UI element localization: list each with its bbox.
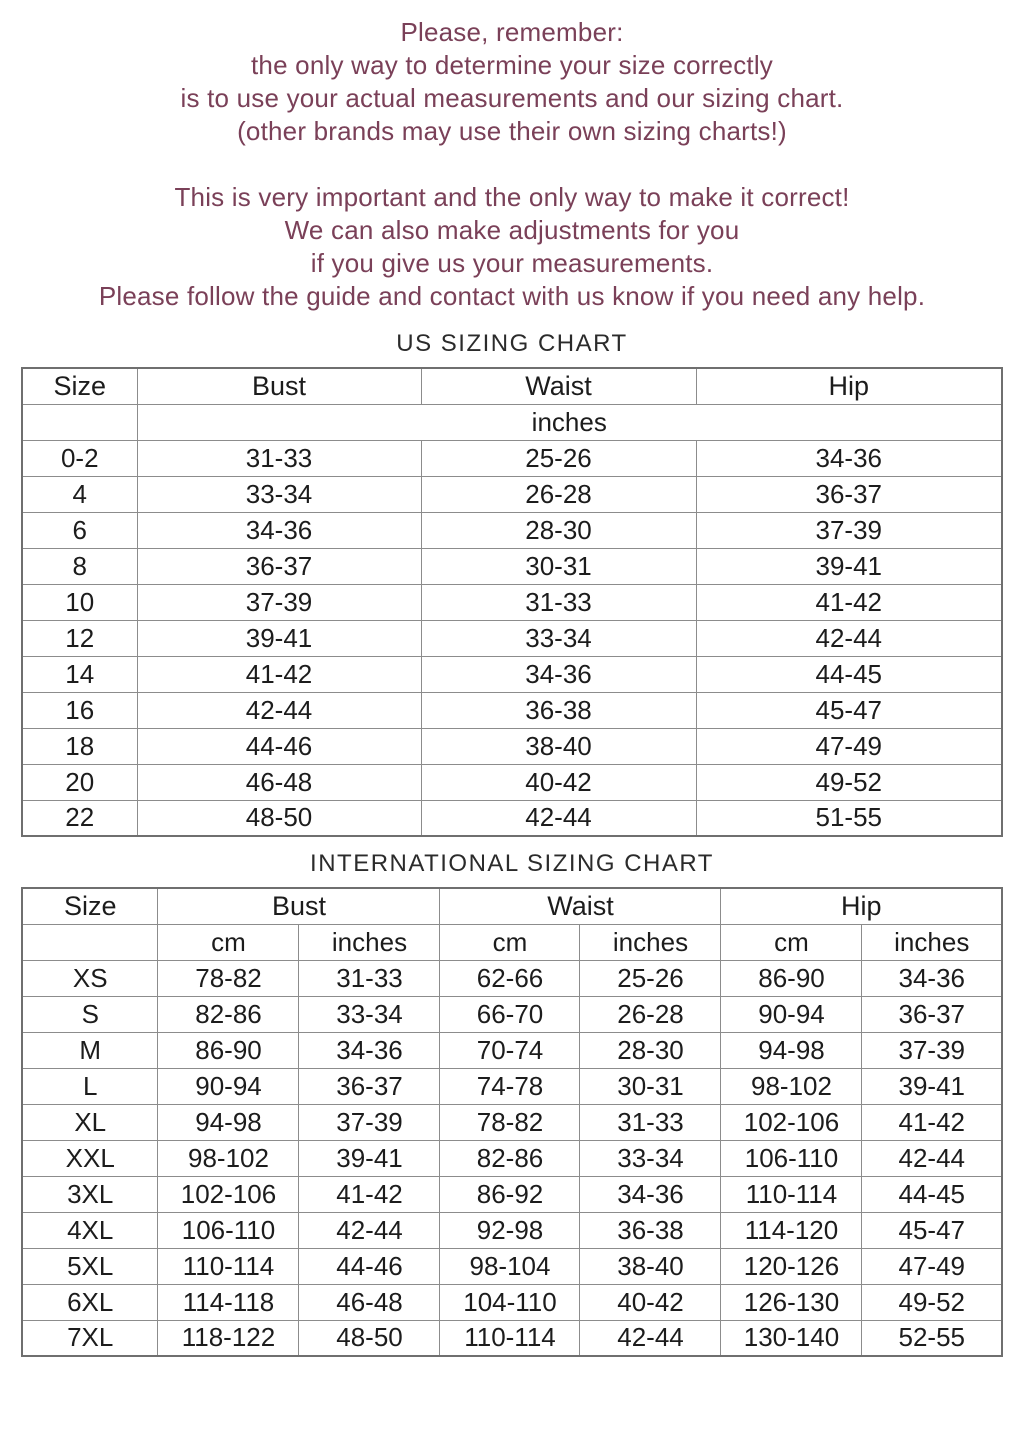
- unit-label-cell: inches: [862, 924, 1002, 960]
- size-cell: 5XL: [22, 1248, 158, 1284]
- value-cell: 38-40: [580, 1248, 721, 1284]
- value-cell: 114-120: [721, 1212, 862, 1248]
- column-header-bust: Bust: [158, 888, 440, 924]
- value-cell: 40-42: [421, 764, 696, 800]
- intl-chart-title: INTERNATIONAL SIZING CHART: [310, 850, 714, 877]
- column-header-hip: Hip: [696, 368, 1002, 404]
- value-cell: 98-102: [721, 1068, 862, 1104]
- table-row: [22, 1248, 1002, 1284]
- value-cell: 40-42: [580, 1284, 721, 1320]
- size-cell: 22: [22, 800, 137, 836]
- intro-line: Please follow the guide and contact with us know if you need any help.: [98, 281, 926, 311]
- size-cell: 4XL: [22, 1212, 158, 1248]
- column-header-hip: Hip: [721, 888, 1002, 924]
- value-cell: 94-98: [721, 1032, 862, 1068]
- table-row: [22, 512, 1002, 548]
- table-row: [22, 1140, 1002, 1176]
- value-cell: 98-102: [158, 1140, 299, 1176]
- unit-label-cell: cm: [158, 924, 299, 960]
- unit-label-cell: inches: [580, 924, 721, 960]
- intro-line: (other brands may use their own sizing charts!): [237, 116, 787, 146]
- value-cell: 98-104: [440, 1248, 580, 1284]
- size-cell: 6XL: [22, 1284, 158, 1320]
- size-cell: 20: [22, 764, 137, 800]
- value-cell: 26-28: [421, 476, 696, 512]
- column-header-waist: Waist: [440, 888, 721, 924]
- intro-line: We can also make adjustments for you: [284, 215, 740, 245]
- value-cell: 34-36: [580, 1176, 721, 1212]
- table-row: [22, 800, 1002, 836]
- value-cell: 33-34: [421, 620, 696, 656]
- size-cell: 14: [22, 656, 137, 692]
- intl-unit-row: [22, 924, 1002, 960]
- table-row: [22, 1320, 1002, 1356]
- value-cell: 44-46: [137, 728, 421, 764]
- value-cell: 28-30: [421, 512, 696, 548]
- intro-line: is to use your actual measurements and our sizing chart.: [180, 83, 844, 113]
- value-cell: 52-55: [862, 1320, 1002, 1356]
- value-cell: 39-41: [862, 1068, 1002, 1104]
- table-row: [22, 548, 1002, 584]
- us-sizing-table: [21, 367, 1003, 837]
- intl-table-body: [22, 960, 1002, 1356]
- value-cell: 70-74: [440, 1032, 580, 1068]
- unit-label-cell: cm: [440, 924, 580, 960]
- value-cell: 37-39: [299, 1104, 440, 1140]
- value-cell: 114-118: [158, 1284, 299, 1320]
- value-cell: 126-130: [721, 1284, 862, 1320]
- size-cell: 4: [22, 476, 137, 512]
- unit-label-cell: cm: [721, 924, 862, 960]
- table-row: [22, 1212, 1002, 1248]
- value-cell: 45-47: [696, 692, 1002, 728]
- value-cell: 62-66: [440, 960, 580, 996]
- value-cell: 38-40: [421, 728, 696, 764]
- intro-line: This is very important and the only way to make it correct!: [174, 182, 850, 212]
- table-row: [22, 584, 1002, 620]
- us-table-body: [22, 440, 1002, 836]
- value-cell: 41-42: [696, 584, 1002, 620]
- value-cell: 90-94: [158, 1068, 299, 1104]
- table-row: [22, 656, 1002, 692]
- value-cell: 26-28: [580, 996, 721, 1032]
- value-cell: 37-39: [696, 512, 1002, 548]
- size-cell: 10: [22, 584, 137, 620]
- value-cell: 42-44: [862, 1140, 1002, 1176]
- table-row: [22, 476, 1002, 512]
- value-cell: 31-33: [299, 960, 440, 996]
- value-cell: 47-49: [862, 1248, 1002, 1284]
- intro-line: if you give us your measurements.: [310, 248, 714, 278]
- us-header-row: [22, 368, 1002, 404]
- value-cell: 25-26: [580, 960, 721, 996]
- value-cell: 44-45: [696, 656, 1002, 692]
- value-cell: 31-33: [421, 584, 696, 620]
- value-cell: 34-36: [421, 656, 696, 692]
- table-row: [22, 1032, 1002, 1068]
- value-cell: 25-26: [421, 440, 696, 476]
- value-cell: 45-47: [862, 1212, 1002, 1248]
- value-cell: 66-70: [440, 996, 580, 1032]
- value-cell: 110-114: [440, 1320, 580, 1356]
- empty-cell: [22, 404, 137, 440]
- table-row: [22, 1284, 1002, 1320]
- value-cell: 110-114: [158, 1248, 299, 1284]
- table-row: [22, 1176, 1002, 1212]
- value-cell: 30-31: [580, 1068, 721, 1104]
- empty-cell: [22, 924, 158, 960]
- value-cell: 31-33: [137, 440, 421, 476]
- intl-header-row: [22, 888, 1002, 924]
- value-cell: 110-114: [721, 1176, 862, 1212]
- size-cell: L: [22, 1068, 158, 1104]
- value-cell: 42-44: [137, 692, 421, 728]
- value-cell: 78-82: [158, 960, 299, 996]
- table-row: [22, 440, 1002, 476]
- intro-paragraph-2: [0, 181, 1024, 313]
- value-cell: 39-41: [299, 1140, 440, 1176]
- column-header-waist: Waist: [421, 368, 696, 404]
- size-cell: 0-2: [22, 440, 137, 476]
- value-cell: 118-122: [158, 1320, 299, 1356]
- value-cell: 102-106: [158, 1176, 299, 1212]
- value-cell: 94-98: [158, 1104, 299, 1140]
- size-cell: S: [22, 996, 158, 1032]
- value-cell: 44-45: [862, 1176, 1002, 1212]
- value-cell: 104-110: [440, 1284, 580, 1320]
- column-header-size: Size: [22, 888, 158, 924]
- value-cell: 36-38: [580, 1212, 721, 1248]
- value-cell: 46-48: [137, 764, 421, 800]
- value-cell: 37-39: [137, 584, 421, 620]
- value-cell: 41-42: [862, 1104, 1002, 1140]
- value-cell: 47-49: [696, 728, 1002, 764]
- size-cell: 6: [22, 512, 137, 548]
- value-cell: 30-31: [421, 548, 696, 584]
- value-cell: 78-82: [440, 1104, 580, 1140]
- value-cell: 37-39: [862, 1032, 1002, 1068]
- size-cell: XXL: [22, 1140, 158, 1176]
- value-cell: 33-34: [299, 996, 440, 1032]
- unit-label-cell: inches: [299, 924, 440, 960]
- value-cell: 92-98: [440, 1212, 580, 1248]
- column-header-size: Size: [22, 368, 137, 404]
- value-cell: 90-94: [721, 996, 862, 1032]
- value-cell: 42-44: [299, 1212, 440, 1248]
- size-cell: 16: [22, 692, 137, 728]
- value-cell: 41-42: [137, 656, 421, 692]
- value-cell: 39-41: [696, 548, 1002, 584]
- unit-label-cell: inches: [137, 404, 1002, 440]
- table-row: [22, 692, 1002, 728]
- us-chart-title: US SIZING CHART: [396, 330, 628, 357]
- size-cell: 12: [22, 620, 137, 656]
- value-cell: 36-38: [421, 692, 696, 728]
- value-cell: 48-50: [137, 800, 421, 836]
- value-cell: 36-37: [137, 548, 421, 584]
- size-cell: 3XL: [22, 1176, 158, 1212]
- size-cell: 18: [22, 728, 137, 764]
- value-cell: 42-44: [580, 1320, 721, 1356]
- value-cell: 33-34: [137, 476, 421, 512]
- value-cell: 44-46: [299, 1248, 440, 1284]
- column-header-bust: Bust: [137, 368, 421, 404]
- value-cell: 106-110: [721, 1140, 862, 1176]
- us-unit-row: [22, 404, 1002, 440]
- table-row: [22, 620, 1002, 656]
- value-cell: 46-48: [299, 1284, 440, 1320]
- size-cell: 8: [22, 548, 137, 584]
- intro-text-block: [0, 0, 1024, 313]
- value-cell: 34-36: [137, 512, 421, 548]
- size-cell: XL: [22, 1104, 158, 1140]
- table-row: [22, 764, 1002, 800]
- size-cell: 7XL: [22, 1320, 158, 1356]
- value-cell: 33-34: [580, 1140, 721, 1176]
- value-cell: 86-90: [721, 960, 862, 996]
- intro-line: the only way to determine your size correctly: [251, 50, 773, 80]
- value-cell: 82-86: [158, 996, 299, 1032]
- value-cell: 31-33: [580, 1104, 721, 1140]
- table-row: [22, 1068, 1002, 1104]
- value-cell: 120-126: [721, 1248, 862, 1284]
- table-row: [22, 1104, 1002, 1140]
- table-row: [22, 996, 1002, 1032]
- value-cell: 36-37: [862, 996, 1002, 1032]
- value-cell: 86-92: [440, 1176, 580, 1212]
- value-cell: 28-30: [580, 1032, 721, 1068]
- intl-sizing-table: [21, 887, 1003, 1357]
- value-cell: 102-106: [721, 1104, 862, 1140]
- value-cell: 41-42: [299, 1176, 440, 1212]
- value-cell: 42-44: [696, 620, 1002, 656]
- value-cell: 36-37: [696, 476, 1002, 512]
- value-cell: 49-52: [696, 764, 1002, 800]
- size-cell: M: [22, 1032, 158, 1068]
- value-cell: 34-36: [299, 1032, 440, 1068]
- value-cell: 86-90: [158, 1032, 299, 1068]
- table-row: [22, 960, 1002, 996]
- value-cell: 106-110: [158, 1212, 299, 1248]
- intro-paragraph-1: [0, 16, 1024, 148]
- value-cell: 82-86: [440, 1140, 580, 1176]
- value-cell: 39-41: [137, 620, 421, 656]
- value-cell: 42-44: [421, 800, 696, 836]
- value-cell: 51-55: [696, 800, 1002, 836]
- value-cell: 34-36: [862, 960, 1002, 996]
- value-cell: 74-78: [440, 1068, 580, 1104]
- table-row: [22, 728, 1002, 764]
- value-cell: 34-36: [696, 440, 1002, 476]
- value-cell: 36-37: [299, 1068, 440, 1104]
- value-cell: 48-50: [299, 1320, 440, 1356]
- size-cell: XS: [22, 960, 158, 996]
- value-cell: 49-52: [862, 1284, 1002, 1320]
- value-cell: 130-140: [721, 1320, 862, 1356]
- intro-line: Please, remember:: [400, 17, 624, 47]
